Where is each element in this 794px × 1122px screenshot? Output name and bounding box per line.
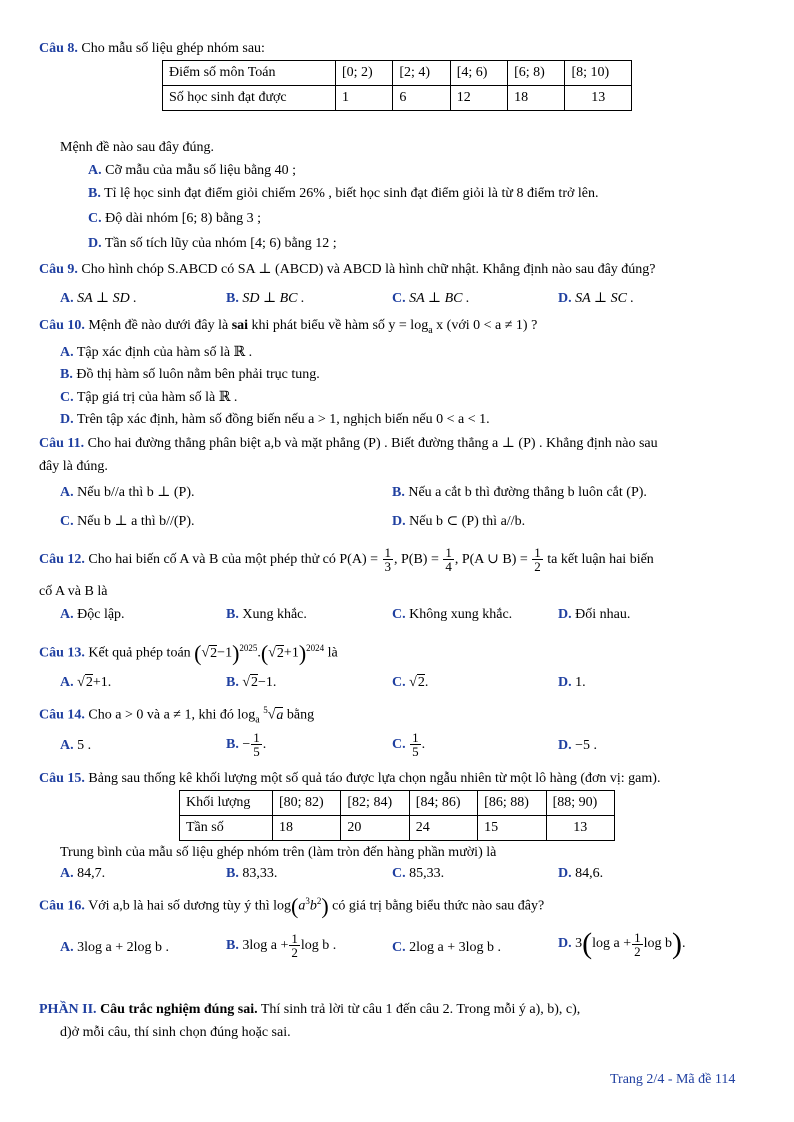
q10-option-b [60,367,320,383]
q12-option-c [392,607,512,623]
option-text: Nếu b//a thì b ⊥ (P). [77,485,195,500]
table-row [163,86,632,111]
page-footer: Trang 2/4 - Mã đề 114 [610,1072,736,1087]
part2-line2: d)ở mỗi câu, thí sinh chọn đúng hoặc sai. [60,1025,291,1040]
option-text: Đối nhau. [575,607,631,622]
q16-option-b [226,928,336,964]
option-label: A. [60,866,74,881]
table-cell: Số học sinh đạt được [163,86,336,111]
option-text: Tập giá trị của hàm số là ℝ . [76,390,238,405]
option-text: log a + [592,936,632,952]
close-paren: ) [298,640,307,666]
q9-label: Câu 9. [39,262,78,277]
q8-option-c [88,211,261,227]
q16-option-c [392,940,501,956]
option-label: B. [226,938,239,953]
q12-text-mid1: , P(B) = [394,552,439,567]
q10-text-bold: sai [231,318,249,333]
q13-text-post: là [327,645,338,661]
option-label: D. [558,738,572,753]
option-label: D. [60,412,74,427]
q13-option-d [558,675,586,691]
root-index: 5 [263,705,268,715]
q10-option-a [60,345,252,361]
q10-text-pre: Mệnh đề nào dưới đây là [88,318,229,333]
table-cell: 12 [450,86,507,111]
q15-option-b [226,866,277,882]
q16-text-pre: Với a,b là hai số dương tùy ý thì log [88,898,291,914]
option-label: C. [392,607,406,622]
numerator: 1 [412,730,419,746]
q9-stem [39,262,656,278]
q12-text-pre: Cho hai biến cố A và B của một phép thử có P(A) = [88,552,379,567]
denominator: 2 [534,559,541,575]
table-cell: 18 [508,86,565,111]
exponent: 2025 [239,643,258,653]
option-label: A. [60,485,74,500]
option-label: A. [60,738,74,753]
table-cell: [84; 86) [409,791,477,816]
q8-option-a [88,163,296,179]
option-text: SA ⊥ SD . [77,291,137,306]
option-text: Tần số tích lũy của nhóm [4; 6) bằng 12 ; [104,236,337,251]
option-label: B. [226,866,239,881]
option-text: Đồ thị hàm số luôn nằm bên phải trục tung. [76,367,320,382]
q15-table [179,790,615,841]
q9-option-a [60,291,137,307]
numerator: 1 [384,545,392,561]
q8-label: Câu 8. [39,41,78,56]
option-label: C. [60,514,74,529]
denominator: 2 [291,945,298,961]
fraction [251,731,262,758]
table-cell: [2; 4) [393,61,450,86]
q12-option-a [60,607,125,623]
option-label: C. [392,737,406,752]
option-label: C. [88,211,102,226]
q12-label: Câu 12. [39,552,85,567]
q14-option-b: B. − $\frac{1}{5}$ . [226,730,267,760]
table-cell: 15 [478,816,546,841]
table-cell: Khối lượng [180,791,273,816]
option-label: B. [226,737,239,752]
q8-prompt: Mệnh đề nào sau đây đúng. [60,140,214,155]
table-cell: [86; 88) [478,791,546,816]
option-text: Độ dài nhóm [6; 8) bằng 3 ; [105,211,262,226]
q10-stem [39,318,537,339]
q8-option-b [88,186,599,202]
numerator: 1 [445,545,452,561]
table-cell: 6 [393,86,450,111]
option-label: A. [60,675,74,690]
q10-label: Câu 10. [39,318,85,333]
q12-text-mid2: , P(A ∪ B) = [454,552,528,567]
option-label: A. [60,940,74,955]
option-text: SD ⊥ BC . [242,291,305,306]
q11-option-a [60,485,195,501]
option-label: C. [392,675,406,690]
option-label: B. [88,186,101,201]
fraction [532,546,543,573]
table-cell: 24 [409,816,477,841]
table-cell: 13 [565,86,632,111]
option-text: Tập xác định của hàm số là ℝ . [76,345,253,360]
option-label: D. [88,236,102,251]
table-cell: Điểm số môn Toán [163,61,336,86]
table-cell: [82; 84) [341,791,409,816]
q10-text-post: khi phát biểu về hàm số y = log [251,318,429,333]
q16-stem: Câu 16. Với a,b là hai số dương tùy ý thì $\log(a^3b^2)$ có giá trị bằng biểu thức nào sau đây? [39,893,545,919]
option-text: 5 . [77,738,92,753]
option-text: . [424,675,429,690]
q14-option-d [558,738,597,754]
option-text: +1. [92,675,112,690]
close-paren: ) [672,927,683,960]
table-cell: [8; 10) [565,61,632,86]
option-text: Cỡ mẫu của mẫu số liệu bằng 40 ; [105,163,297,178]
table-cell: [0; 2) [336,61,393,86]
q10-text-end: x (với 0 < a ≠ 1) ? [436,318,538,333]
open-paren: ( [260,640,269,666]
option-text: 2log a + 3log b . [409,940,502,955]
denominator: 3 [384,559,392,575]
q14-text-post: bằng [286,707,315,723]
option-label: C. [60,390,74,405]
q8-option-d [88,236,337,252]
q9-option-b [226,291,305,307]
table-cell: 13 [546,816,614,841]
q14-option-a [60,738,91,754]
q13-option-a: A. √2+1. [60,675,112,690]
option-text: log b . [300,938,337,953]
q15-prompt: Trung bình của mẫu số liệu ghép nhóm trên (làm tròn đến hàng phần mười) là [60,845,497,860]
option-text: Trên tập xác định, hàm số đồng biến nếu a > 1, nghịch biến nếu 0 < a < 1. [76,412,490,427]
option-label: D. [558,291,572,306]
q11-text: Cho hai đường thẳng phân biệt a,b và mặt phẳng (P) . Biết đường thẳng a ⊥ (P) . Khẳng định nào sau [87,436,658,451]
part2-label: PHẦN II. [39,1002,97,1017]
option-text: 3log a + 2log b . [77,940,170,955]
option-text: 85,33. [409,866,445,881]
numerator: 1 [634,929,641,945]
table-cell: Tần số [180,816,273,841]
table-cell: 1 [336,86,393,111]
q13-option-c: C. √2. [392,675,429,690]
part2-title: Câu trắc nghiệm đúng sai. [100,1002,258,1017]
option-text: SA ⊥ SC . [575,291,634,306]
q15-stem [39,771,660,787]
close-paren: ) [232,640,240,666]
option-label: C. [392,291,406,306]
option-text: Độc lập. [77,607,125,622]
q14-option-c: C. $\frac{1}{5}$ . [392,730,426,760]
q9-option-c [392,291,469,307]
option-text: −5 . [575,738,598,753]
option-text: 83,33. [242,866,278,881]
q15-option-a [60,866,105,882]
table-row [163,61,632,86]
numerator: 1 [534,545,541,561]
fraction [289,932,300,959]
q16-option-a [60,940,169,956]
option-label: B. [392,485,405,500]
table-row [180,816,615,841]
option-text: 84,6. [575,866,604,881]
q12-stem-line2: cố A và B là [39,584,108,599]
q15-label: Câu 15. [39,771,85,786]
fraction [410,731,421,758]
option-label: B. [226,291,239,306]
part2-text: Thí sinh trả lời từ câu 1 đến câu 2. Trong mỗi ý a), b), c), [260,1002,581,1017]
option-text: SA ⊥ BC . [409,291,470,306]
option-label: C. [392,866,406,881]
q10-option-c [60,390,237,406]
q9-option-d [558,291,634,307]
option-label: B. [226,675,239,690]
option-label: D. [558,936,572,952]
option-text: Nếu b ⊥ a thì b//(P). [77,514,195,529]
option-text: Nếu a cắt b thì đường thẳng b luôn cắt (P). [408,485,647,500]
q13-text-pre: Kết quả phép toán [88,645,191,661]
option-label: A. [60,345,74,360]
numerator: 1 [253,730,260,746]
close-paren: ) [321,893,329,919]
option-label: C. [392,940,406,955]
q11-option-d [392,514,525,530]
q9-text: Cho hình chóp S.ABCD có SA ⊥ (ABCD) và ABCD là hình chữ nhật. Khẳng định nào sau đây đúng? [81,262,656,277]
option-text: 3log a + [242,938,289,953]
q11-option-c [60,514,195,530]
q15-option-c [392,866,444,882]
q16-text-post: có giá trị bằng biểu thức nào sau đây? [332,898,545,914]
option-label: D. [392,514,406,529]
option-label: D. [558,607,572,622]
exponent: 2024 [306,643,325,653]
q13-stem: Câu 13. Kết quả phép toán $(√2-1)^{2025}.(√2+1)^{2024}$ là [39,640,338,666]
q8-text: Cho mẫu số liệu ghép nhóm sau: [81,41,265,56]
denominator: 2 [634,943,641,959]
q14-text-pre: Cho a > 0 và a ≠ 1, khi đó log [88,707,256,723]
option-text: log b [643,936,673,952]
q11-option-b [392,485,647,501]
q8-stem [39,41,265,57]
open-paren: ( [194,640,202,666]
table-cell: 20 [341,816,409,841]
q13-label: Câu 13. [39,645,85,661]
q14-stem: Câu 14. Cho a > 0 và a ≠ 1, khi đó $\log_a ^5√a$ bằng [39,705,315,726]
q8-table [162,60,632,111]
denominator: 4 [445,559,452,575]
option-text: Tỉ lệ học sinh đạt điểm giỏi chiếm 26% , biết học sinh đạt điểm giỏi là từ 8 điểm trở lên. [104,186,599,201]
table-cell: 18 [273,816,341,841]
option-text: 84,7. [77,866,106,881]
option-text: 1. [575,675,586,690]
option-label: B. [60,367,73,382]
option-label: D. [558,866,572,881]
q15-text: Bảng sau thống kê khối lượng một số quả táo được lựa chọn ngẫu nhiên từ một lô hàng (đơn vị: gam). [88,771,661,786]
q14-label: Câu 14. [39,707,85,723]
part2-heading [39,1002,580,1018]
q13-option-b: B. √2−1. [226,675,277,690]
option-label: B. [226,607,239,622]
table-row [180,791,615,816]
numerator: 1 [291,931,298,947]
fraction [443,546,454,573]
fraction [632,931,643,958]
q10-subscript: a [428,324,433,336]
table-cell: [88; 90) [546,791,614,816]
q12-option-d [558,607,630,623]
option-text: −1. [258,675,277,690]
q11-label: Câu 11. [39,436,85,451]
option-text: Nếu b ⊂ (P) thì a//b. [409,514,526,529]
q16-option-d: D. 3(log a + $\frac{1}{2}$ log b). [558,927,686,960]
table-cell: [4; 6) [450,61,507,86]
open-paren: ( [290,893,299,919]
open-paren: ( [582,927,593,960]
q16-label: Câu 16. [39,898,85,914]
option-label: A. [60,291,74,306]
denominator: 5 [253,744,260,760]
option-text: Xung khắc. [242,607,307,622]
q14-subscript: a [255,714,260,726]
option-label: A. [88,163,102,178]
minus-sign: − [242,737,251,752]
q12-text-post: ta kết luận hai biến [547,552,654,567]
table-cell: [6; 8) [508,61,565,86]
q10-option-d [60,412,490,428]
option-label: A. [60,607,74,622]
option-label: D. [558,675,572,690]
option-text: Không xung khắc. [409,607,513,622]
table-cell: [80; 82) [273,791,341,816]
q11-stem [39,436,658,452]
q11-stem-line2: đây là đúng. [39,459,108,474]
q15-option-d [558,866,603,882]
denominator: 5 [412,744,419,760]
option-text: 3 [575,936,583,952]
q12-stem [39,545,654,575]
q12-option-b [226,607,307,623]
fraction [383,546,394,573]
